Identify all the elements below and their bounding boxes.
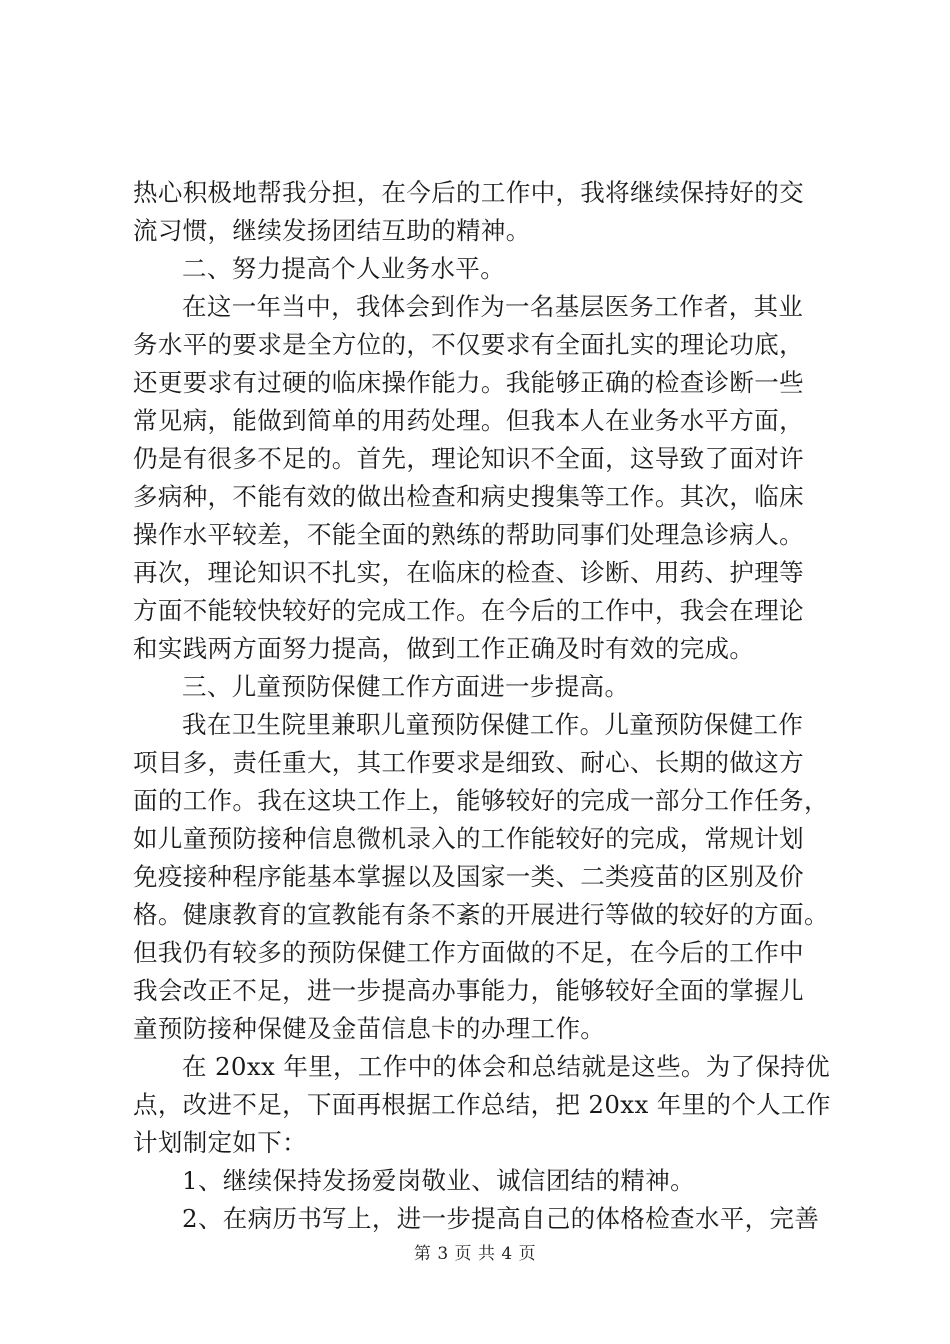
body-line: 热心积极地帮我分担，在今后的工作中，我将继续保持好的交: [133, 178, 804, 207]
section-heading: 三、儿童预防保健工作方面进一步提高。: [182, 672, 630, 701]
body-line: 如儿童预防接种信息微机录入的工作能较好的完成，常规计划: [133, 824, 804, 853]
body-line: 还更要求有过硬的临床操作能力。我能够正确的检查诊断一些: [133, 368, 804, 397]
body-line: 再次，理论知识不扎实，在临床的检查、诊断、用药、护理等: [133, 558, 804, 587]
body-line: 但我仍有较多的预防保健工作方面做的不足，在今后的工作中: [133, 938, 804, 967]
plan-item: 1、继续保持发扬爱岗敬业、诚信团结的精神。: [182, 1166, 695, 1195]
body-line: 童预防接种保健及金苗信息卡的办理工作。: [133, 1014, 606, 1043]
body-line: 操作水平较差，不能全面的熟练的帮助同事们处理急诊病人。: [133, 520, 804, 549]
plan-item: 2、在病历书写上，进一步提高自己的体格检查水平，完善: [182, 1204, 820, 1233]
body-line: 流习惯，继续发扬团结互助的精神。: [133, 216, 531, 245]
body-line: 方面不能较快较好的完成工作。在今后的工作中，我会在理论: [133, 596, 804, 625]
body-line: 仍是有很多不足的。首先，理论知识不全面，这导致了面对许: [133, 444, 804, 473]
body-line: 和实践两方面努力提高，做到工作正确及时有效的完成。: [133, 634, 755, 663]
body-line: 务水平的要求是全方位的，不仅要求有全面扎实的理论功底，: [133, 330, 804, 359]
body-line: 项目多，责任重大，其工作要求是细致、耐心、长期的做这方: [133, 748, 804, 777]
body-line: 免疫接种程序能基本掌握以及国家一类、二类疫苗的区别及价: [133, 862, 804, 891]
body-line: 格。健康教育的宣教能有条不紊的开展进行等做的较好的方面。: [133, 900, 829, 929]
body-line: 计划制定如下：: [133, 1128, 307, 1157]
section-heading: 二、努力提高个人业务水平。: [182, 254, 506, 283]
body-line: 点，改进不足，下面再根据工作总结，把 20xx 年里的个人工作: [133, 1090, 831, 1119]
body-line: 我会改正不足，进一步提高办事能力，能够较好全面的掌握儿: [133, 976, 804, 1005]
body-line: 常见病，能做到简单的用药处理。但我本人在业务水平方面，: [133, 406, 804, 435]
body-line: 面的工作。我在这块工作上，能够较好的完成一部分工作任务，: [133, 786, 829, 815]
page-footer: 第 3 页 共 4 页: [413, 1244, 537, 1264]
body-line: 我在卫生院里兼职儿童预防保健工作。儿童预防保健工作: [182, 710, 804, 739]
body-line: 在这一年当中，我体会到作为一名基层医务工作者，其业: [182, 292, 804, 321]
body-line: 在 20xx 年里，工作中的体会和总结就是这些。为了保持优: [182, 1052, 831, 1081]
body-line: 多病种，不能有效的做出检查和病史搜集等工作。其次，临床: [133, 482, 804, 511]
